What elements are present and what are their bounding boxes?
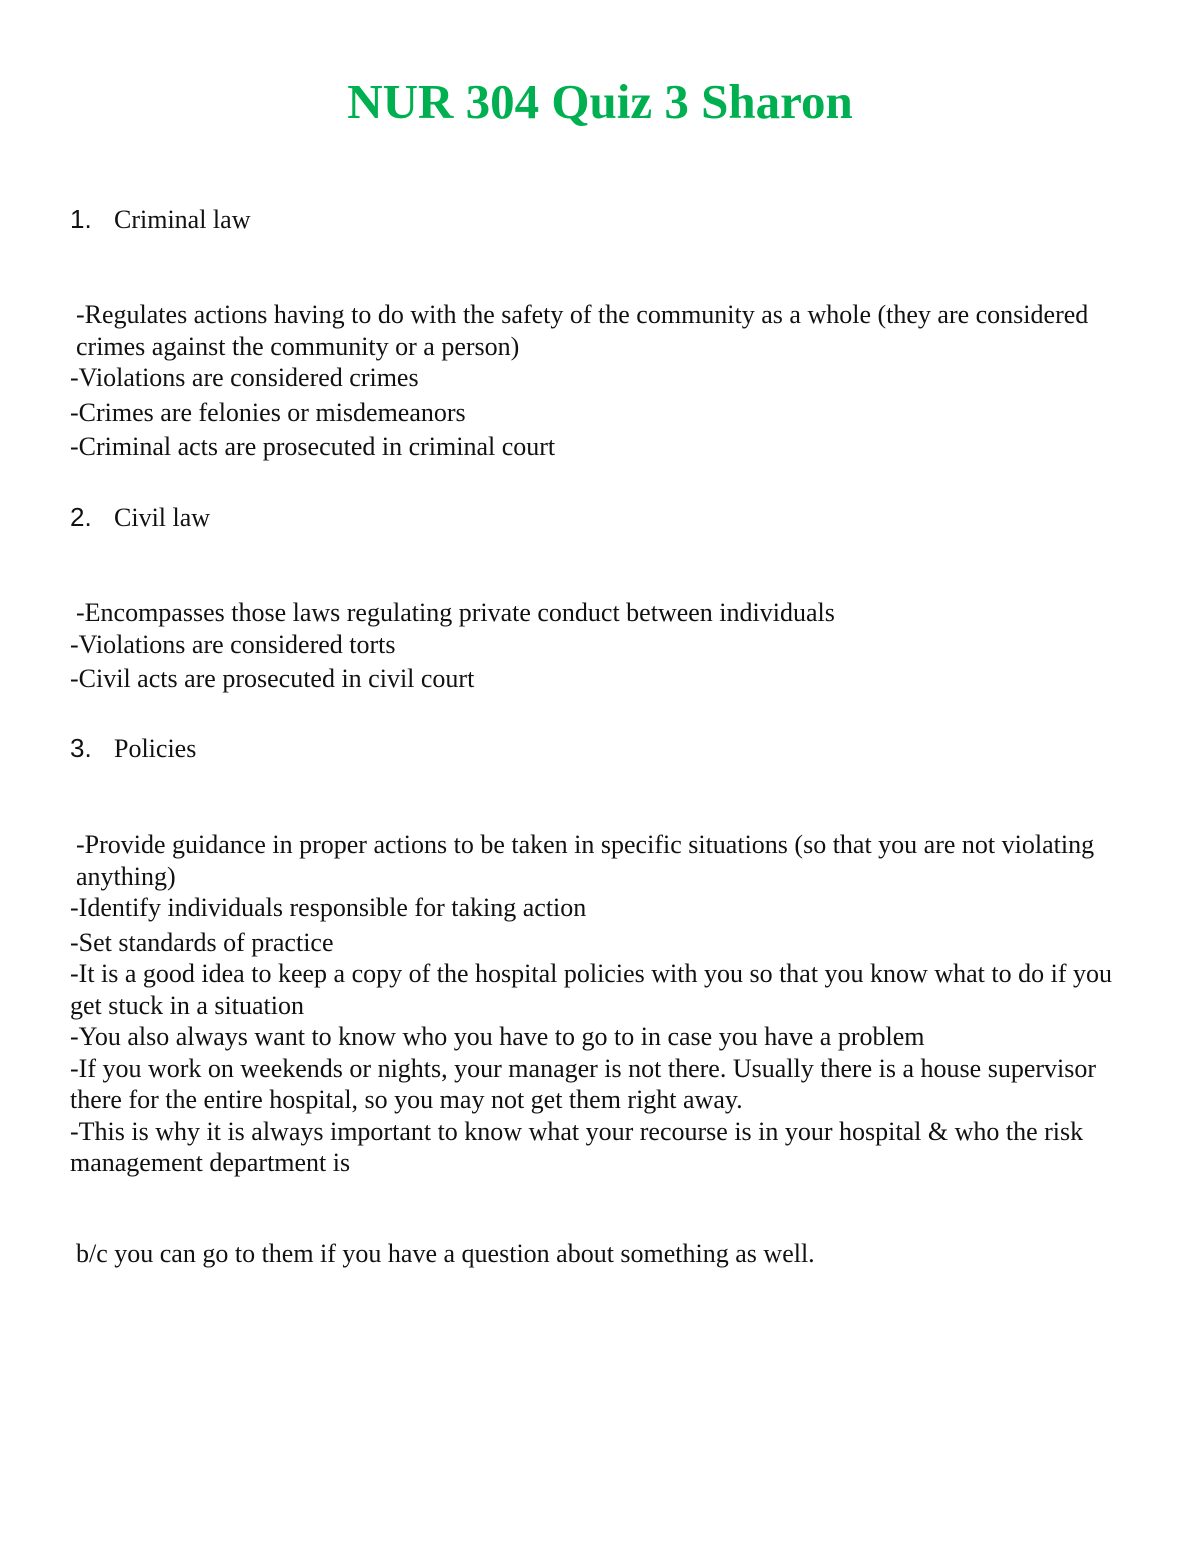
body-line: -Violations are considered crimes — [70, 363, 419, 392]
body-line: -Crimes are felonies or misdemeanors — [70, 397, 466, 427]
body-line: -Provide guidance in proper actions to be taken in specific situations (so that you are not violating anything) — [76, 830, 1095, 891]
body-line: -Regulates actions having to do with the safety of the community as a whole (they are considered crimes against the community or a person) — [76, 300, 1089, 361]
body-line: -You also always want to know who you have to go to in case you have a problem — [70, 1022, 925, 1051]
section-title: Policies — [114, 734, 197, 763]
body-line: -Encompasses those laws regulating private conduct between individuals — [76, 598, 835, 627]
section-body-civil-law — [70, 597, 1140, 695]
body-line: -Criminal acts are prosecuted in criminal court — [70, 432, 556, 461]
body-line: -This is why it is always important to know what your recourse is in your hospital & who the risk management department is — [70, 1116, 1084, 1177]
body-line: -Set standards of practice — [70, 927, 334, 957]
footer-note: b/c you can go to them if you have a question about something as well. — [76, 1239, 815, 1268]
body-line: -Civil acts are prosecuted in civil court — [70, 664, 475, 693]
section-number: 1. — [70, 204, 92, 234]
body-line: -If you work on weekends or nights, your manager is not there. Usually there is a house supervisor there for the entire hospital, so you may not get them right away. — [70, 1053, 1097, 1114]
body-line: -Violations are considered torts — [70, 629, 396, 659]
section-number: 2. — [70, 502, 92, 532]
section-heading-civil-law — [70, 502, 210, 533]
section-body-policies — [70, 829, 1140, 1179]
section-heading-policies — [70, 733, 196, 764]
section-heading-criminal-law — [70, 204, 250, 235]
section-number: 3. — [70, 733, 92, 763]
body-line: -It is a good idea to keep a copy of the hospital policies with you so that you know what to do if you get stuck in a situation — [70, 959, 1112, 1020]
section-title: Criminal law — [114, 205, 251, 234]
page-title: NUR 304 Quiz 3 Sharon — [347, 74, 853, 129]
body-line: -Identify individuals responsible for taking action — [70, 893, 587, 922]
section-title: Civil law — [114, 503, 211, 532]
section-body-criminal-law — [70, 299, 1140, 463]
